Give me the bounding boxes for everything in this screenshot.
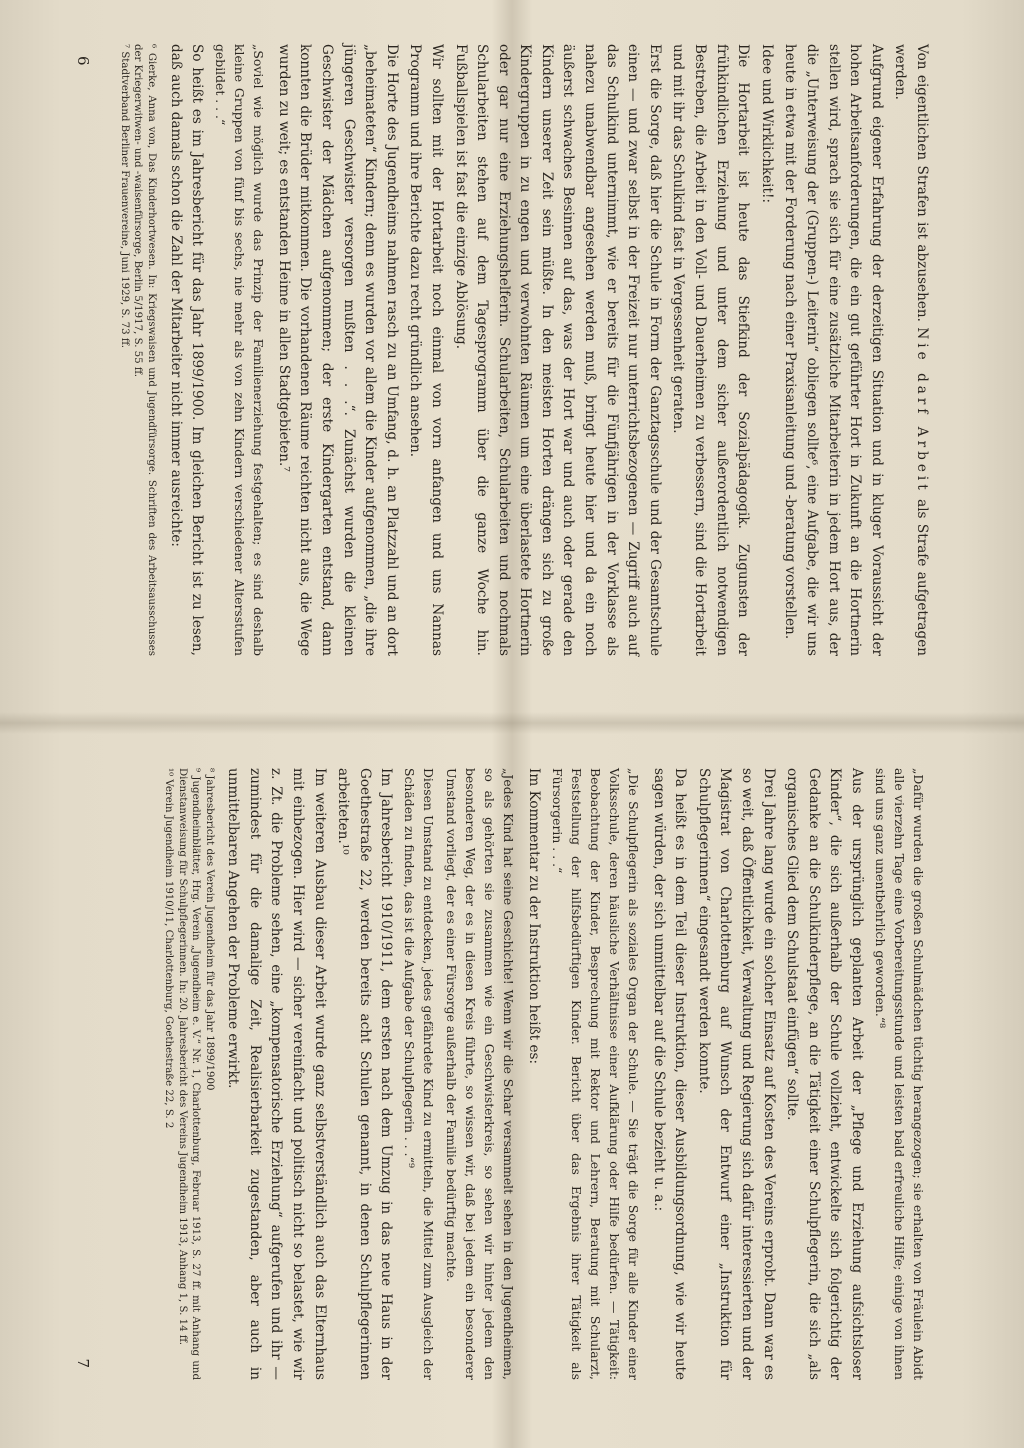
page-6 <box>0 0 1024 700</box>
block-quote: Diesen Umstand zu entdecken, jedes gefährdete Kind zu ermitteln, die Mittel zum Ausgleich der Schäden zu finden, das ist die Aufgabe der Schulpflegerin . . .“⁹ <box>402 768 437 1380</box>
paragraph: Erst die Sorge, daß hier die Schule in Form der Ganztagsschule und der Gesamtschule einen — und zwar selbst in der Freizeit nur unterrichtsbezogenen — Zugriff auch auf das Schulkind unternimmt, wie er bereits für die Fünfjährigen in der Vorklasse als nahezu unabwendbar angesehen werden muß, bringt heute hier und da ein noch äußerst schwaches Besinnen auf das, was der Hort war und auch oder gerade den Kindern unserer Zeit sein müßte. In den meisten Horten drängen sich zu große Kindergruppen in zu engen und verwohnten Räumen um eine überlastete Hortnerin oder gar nur eine Erziehungshelferin. Schularbeiten, Schularbeiten und nochmals Schularbeiten stehen auf dem Tagesprogramm über die ganze Woche hin. Fußballspielen ist fast die einzige Ablösung. <box>452 44 663 656</box>
page-7-text <box>162 724 932 1424</box>
page-7 <box>0 724 1024 1424</box>
paragraph: Drei Jahre lang wurde ein solcher Einsatz auf Kosten des Vereins erprobt. Dann war es so weit, daß Öffentlichkeit, Verwaltung und Regierung sich dafür interessierten und der Magistrat von Charlottenburg auf Wunsch der Entwurf einer „Instruktion für Schulpflegerinnen“ eingesandt werden konnte. <box>695 768 777 1380</box>
footnote: ⁶ Gierke, Anna von, Das Kinderhortwesen. In: Kriegswaisen und Jugendfürsorge. Schriften des Arbeitsausschusses der Kriegerwitwen- und -waisenfürsorge, Berlin 5/1917, S. 55 ff. <box>132 44 157 656</box>
paragraph: Da heißt es in dem Teil dieser Instruktion, dieser Ausbildungsordnung, wie wir heute sagen würden, der sich unmittelbar auf die Schule bezieht u. a.: <box>650 768 689 1380</box>
paragraph: Wir sollten mit der Hortarbeit noch einmal von vorn anfangen und uns Nannas Programm und ihre Berichte dazu recht gründlich ansehen. <box>407 44 445 656</box>
footnote: ⁷ Stadtverband Berliner Frauenvereine, Juni 1929, S. 73 ff. <box>119 44 130 348</box>
footnote: ⁸ Jahresbericht des Verein Jugendheim für das Jahr 1899/1900 <box>203 768 215 1091</box>
block-quote: „Die Schulpflegerin als soziales Organ der Schule. — Sie trägt die Sorge für alle Kinder einer Volksschule, deren häusliche Verhältnisse einer Aufklärung oder Hilfe bedürfen. — Tätigkeit: Beobachtung der Kinder, Besprechung mit Rektor und Lehrern, Beratung mit Schularzt, Feststellung der hilfsbedürftigen Kinder. Bericht über das Ergebnis ihrer Tätigkeit als Fürsorgerin . . .“ <box>550 768 642 1380</box>
page-number: 6 <box>74 56 92 66</box>
paragraph: Im weiteren Ausbau dieser Arbeit wurde ganz selbstverständlich auch das Elternhaus mit einbezogen. Hier wird — sicher vereinfacht und politisch nicht so belastet, wie wir z. Zt. die Probleme sehen, eine „kompensatorische Erziehung“ aufgerufen und ihr — zumindest für die damalige Zeit, Realisierbarkeit zugestanden, aber auch in unmittelbaren Angehen der Probleme erwirkt. <box>225 768 328 1380</box>
block-quote: „Jedes Kind hat seine Geschichte! Wenn wir die Schar versammelt sehen in den Jugendheimen, so als gehörten sie zusammen wie ein Geschwisterkreis, so sehen wir hinter jedem den besonderen Weg, der es in diesen Kreis führte, so wissen wir, daß bei jedem ein besonderer Umstand vorliegt, der es einer Fürsorge außerhalb der Familie bedürftig machte. <box>444 768 517 1380</box>
paragraph: Im Jahresbericht 1910/1911, dem ersten nach dem Umzug in das neue Haus in der Goethestraße 22, werden bereits acht Schulen genannt, in denen Schulpflegerinnen arbeiteten.¹⁰ <box>335 768 395 1380</box>
footnote: ¹⁰ Verein Jugendheim 1910/11, Charlottenburg, Goethestraße 22, S. 2 <box>163 768 175 1129</box>
block-quote: „Dafür wurden die großen Schulmädchen tüchtig herangezogen; sie erhalten von Fräulein Abidt alle vierzehn Tage eine Vorbereitungsstunde und leisten bald erfreuliche Hilfe; einige von ihnen sind uns ganz unentbehrlich geworden.“⁸ <box>873 768 926 1380</box>
paragraph: Im Kommentar zu der Instruktion heißt es: <box>526 768 543 1065</box>
block-quote: „Soviel wie möglich wurde das Prinzip der Familienerziehung festgehalten; es sind deshalb kleine Gruppen von fünf bis sechs, nie mehr als von zehn Kindern verschiedener Altersstufen gebildet . . .“ <box>213 44 267 656</box>
footnote: ⁹ Jugendheimblätter, Hrg. Verein „Jugendheim e. V.“ Nr. 1, Charlottenburg, Februar 1913, S. 27 ff. mit Anhang und Dienstanweisung für Schulpflegerinnen. In: 20. Jahresbericht des Vereins Jugendheim 1913, Anhang 1, S. 14 ff. <box>176 768 202 1380</box>
page-number: 7 <box>74 1358 92 1368</box>
paragraph: So heißt es im Jahresbericht für das Jahr 1899/1900. Im gleichen Bericht ist zu lesen, daß auch damals schon die Zahl der Mitarbeiter nicht immer ausreichte: <box>167 44 206 656</box>
paragraph: Aus der ursprünglich geplanten Arbeit der „Pflege und Erziehung aufsichtsloser Kinder“, die sich außerhalb der Schule vollzieht, entwickelte sich folgerichtig der Gedanke an die Schulkinderpflege, an die Tätigkeit einer Schulpflegerin, die sich „als organisches Glied dem Schulstaat einfügen“ sollte. <box>784 768 865 1380</box>
footnotes <box>162 768 216 1380</box>
footnotes <box>118 44 159 656</box>
paragraph: Von eigentlichen Strafen ist abzusehen. Nie darf Arbeit als Strafe aufgetragen werden. <box>892 44 930 656</box>
paragraph: Aufgrund eigener Erfahrung der derzeitigen Situation und in kluger Voraussicht der hohen Arbeitsanforderungen, die ein gut geführter Hort in Zukunft an die Hortnerin stellen wird, sprach sie sich für eine zusätzliche Mitarbeiterin in jedem Hort aus, der die „Unterweisung der (Gruppen-) Leiterin“ obliegen sollte⁶, eine Aufgabe, die wir uns heute in etwa mit der Forderung nach einer Praxisanleitung und -beratung vorstellen. <box>782 44 885 656</box>
paragraph: Idee und Wirklichkeit!: <box>758 44 775 204</box>
paragraph: Die Horte des Jugendheims nahmen rasch zu an Umfang, d. h. an Platzzahl und an dort „beheimateten“ Kindern; denn es wurden vor allem die Kinder aufgenommen, „die ihre jüngeren Geschwister versorgen mußten . . .“. Zunächst wurden die kleinen Geschwister der Mädchen aufgenommen; der erste Kindergarten entstand, dann konnten die Brüder mitkommen. Die vorhandenen Räume reichten nicht aus, die Wege wurden zu weit; es entstanden Heime in allen Stadtgebieten.⁷ <box>275 44 400 656</box>
page-6-text <box>118 0 933 700</box>
paragraph: Die Hortarbeit ist heute das Stiefkind der Sozialpädagogik. Zugunsten der frühkindlichen Erziehung und unter dem sicher außerordentlich notwendigen Bestreben, die Arbeit in den Voll- und Dauerheimen zu verbessern, sind die Hortarbeit und mit ihr das Schulkind fast in Vergessenheit geraten. <box>670 44 752 656</box>
